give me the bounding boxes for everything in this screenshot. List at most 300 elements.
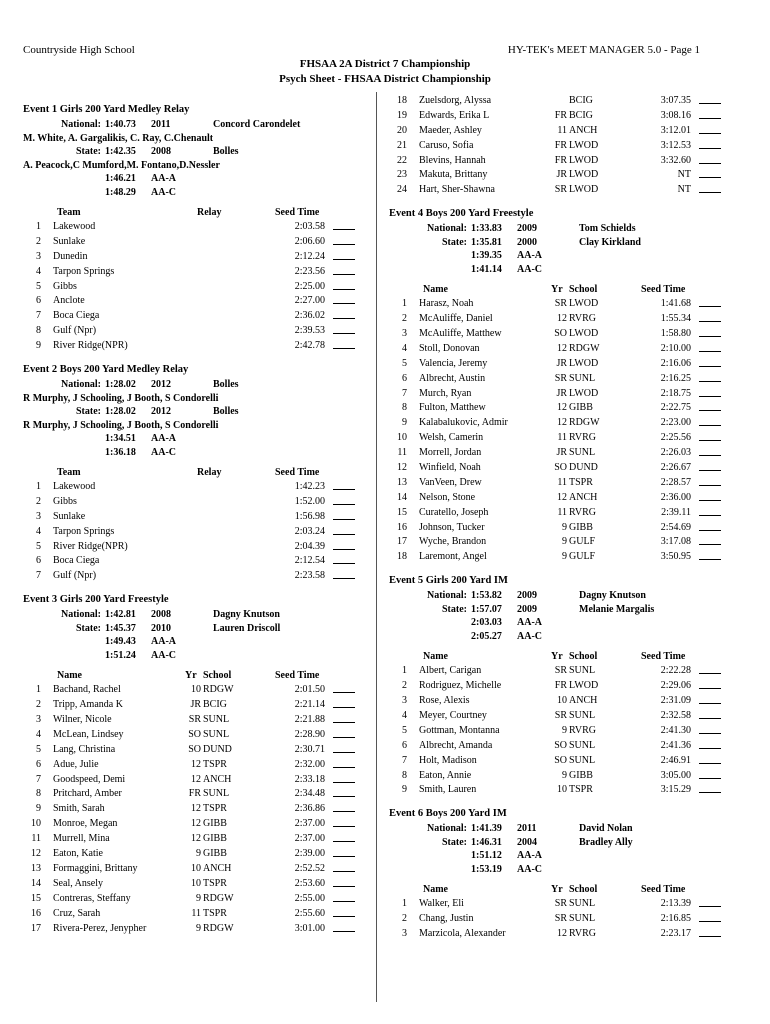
entry-rank: 6 (402, 739, 407, 751)
column-headers (23, 668, 373, 683)
entry-row (23, 907, 373, 922)
entry-row (389, 183, 739, 198)
final-time-blank (699, 550, 721, 560)
entry-seed-time: 2:23.58 (294, 570, 325, 582)
entry-row (23, 294, 373, 309)
record-year: AA-C (517, 630, 542, 642)
entry-school: LWOD (569, 680, 599, 692)
entry-row (23, 773, 373, 788)
entry-year: 9 (196, 892, 201, 904)
record-row (389, 249, 739, 263)
record-year: 2011 (517, 823, 537, 835)
record-year: 2008 (151, 146, 171, 157)
record-holders: A. Peacock,C Mumford,M. Fontano,D.Nessler (23, 159, 220, 171)
record-row (23, 635, 373, 649)
record-row (389, 263, 739, 277)
entry-seed-time: 1:55.34 (660, 313, 691, 325)
entry-name: Lakewood (53, 481, 96, 493)
entry-name: Fulton, Matthew (419, 402, 486, 414)
record-time: 1:41.14 (471, 263, 502, 275)
entry-school: BCIG (569, 109, 593, 121)
entry-seed-time: 2:41.36 (660, 739, 691, 751)
header-seed: Seed Time (641, 651, 686, 663)
entry-row (389, 312, 739, 327)
entry-row (23, 787, 373, 802)
entry-seed-time: 2:36.02 (294, 310, 325, 322)
record-year: 2012 (151, 406, 171, 418)
entry-school: SUNL (569, 913, 596, 925)
entry-rank: 1 (36, 481, 41, 493)
entry-rank: 23 (397, 169, 407, 181)
entry-name: Gottman, Montanna (419, 724, 500, 736)
entry-rank: 17 (397, 536, 407, 548)
final-time-blank (699, 387, 721, 397)
entry-seed-time: 2:33.18 (294, 773, 325, 785)
final-time-blank (699, 476, 721, 486)
record-year: AA-A (151, 173, 176, 184)
entry-name: River Ridge(NPR) (53, 540, 128, 552)
entry-seed-time: 2:29.06 (660, 680, 691, 692)
entry-year: 9 (562, 551, 567, 563)
entry-school: TSPR (203, 907, 227, 919)
entry-year: 12 (557, 313, 567, 325)
event-title: Event 2 Boys 200 Yard Medley Relay (23, 364, 189, 376)
entry-name: Johnson, Tucker (419, 521, 485, 533)
entry-year: FR (554, 154, 567, 166)
entry-year: 9 (562, 521, 567, 533)
entry-seed-time: 3:12.01 (660, 124, 691, 136)
entry-name: Gulf (Npr) (53, 570, 97, 582)
entry-row (389, 342, 739, 357)
entry-school: LWOD (569, 154, 599, 166)
entry-seed-time: 2:18.75 (660, 387, 691, 399)
final-time-blank (333, 877, 355, 887)
record-row (23, 649, 373, 663)
entry-row (23, 922, 373, 937)
entry-school: GIBB (203, 848, 227, 860)
entry-rank: 1 (402, 898, 407, 910)
final-time-blank (699, 431, 721, 441)
entry-name: Blevins, Hannah (419, 154, 486, 166)
final-time-blank (699, 124, 721, 134)
entry-year: 9 (562, 769, 567, 781)
entry-rank: 9 (36, 340, 41, 352)
record-label: State: (76, 406, 101, 418)
record-row (23, 172, 373, 186)
final-time-blank (333, 265, 355, 275)
header-relay: Relay (197, 467, 222, 479)
entry-row (23, 862, 373, 877)
entry-seed-time: 2:39.11 (661, 506, 691, 518)
school-name: Countryside High School (23, 44, 135, 56)
entry-year: 11 (557, 432, 567, 444)
record-time: 1:41.39 (471, 823, 502, 835)
entry-name: Caruso, Sofia (419, 139, 474, 151)
record-year: AA-A (517, 617, 542, 629)
header-seed: Seed Time (275, 207, 320, 218)
record-year: AA-A (151, 636, 176, 648)
entry-rank: 16 (31, 907, 41, 919)
entry-seed-time: 2:16.25 (660, 372, 691, 384)
final-time-blank (699, 401, 721, 411)
record-row (389, 589, 739, 603)
final-time-blank (699, 446, 721, 456)
final-time-blank (699, 664, 721, 674)
entry-rank: 9 (36, 803, 41, 815)
record-time: 1:42.81 (105, 609, 136, 621)
entry-row (23, 309, 373, 324)
entry-name: Murrell, Mina (53, 833, 110, 845)
final-time-blank (699, 521, 721, 531)
header-seed: Seed Time (641, 884, 686, 896)
final-time-blank (699, 783, 721, 793)
record-row (23, 145, 373, 159)
entry-name: Albrecht, Austin (419, 372, 486, 384)
entry-year: JR (556, 169, 567, 181)
record-row (389, 863, 739, 877)
entry-rank: 6 (36, 758, 41, 770)
record-time: 1:45.37 (105, 622, 136, 634)
entry-year: SR (554, 913, 567, 925)
entry-name: Valencia, Jeremy (419, 357, 488, 369)
entry-rank: 5 (402, 357, 407, 369)
header-school: School (569, 651, 598, 663)
record-holders: R Murphy, J Schooling, J Booth, S Condorelli (23, 419, 219, 431)
entry-rank: 5 (402, 724, 407, 736)
entry-school: TSPR (569, 784, 593, 796)
entry-name: McAuliffe, Matthew (419, 328, 502, 340)
entry-school: ANCH (203, 773, 232, 785)
final-time-blank (333, 309, 355, 319)
entry-year: FR (188, 788, 201, 800)
entry-school: LWOD (569, 328, 599, 340)
entry-name: Stoll, Donovan (419, 342, 480, 354)
entry-school: RVRG (569, 313, 596, 325)
entry-row (389, 297, 739, 312)
record-label: State: (76, 146, 101, 157)
entry-school: GIBB (203, 833, 227, 845)
entry-year: 12 (557, 491, 567, 503)
entry-school: SUNL (569, 447, 596, 459)
entry-seed-time: 2:28.57 (660, 476, 691, 488)
entry-year: SO (554, 328, 567, 340)
entry-row (389, 739, 739, 754)
entry-seed-time: 2:32.58 (660, 709, 691, 721)
final-time-blank (699, 724, 721, 734)
entry-name: Meyer, Courtney (419, 709, 487, 721)
record-year: AA-C (151, 649, 176, 661)
entry-school: LWOD (569, 184, 599, 196)
final-time-blank (699, 94, 721, 104)
entry-row (389, 709, 739, 724)
entry-name: McLean, Lindsey (53, 728, 124, 740)
column-headers (23, 205, 373, 220)
entry-rank: 1 (402, 665, 407, 677)
entry-school: TSPR (203, 877, 227, 889)
entry-seed-time: 2:36.86 (294, 803, 325, 815)
entry-row (389, 461, 739, 476)
entry-year: 11 (557, 476, 567, 488)
final-time-blank (333, 510, 355, 520)
record-row (389, 822, 739, 836)
entry-seed-time: 2:30.71 (294, 743, 325, 755)
record-year: AA-A (517, 250, 542, 262)
event-title: Event 4 Boys 200 Yard Freestyle (389, 208, 534, 220)
entry-rank: 17 (31, 922, 41, 934)
entry-seed-time: 3:50.95 (660, 551, 691, 563)
entry-rank: 1 (402, 298, 407, 310)
entry-row (23, 324, 373, 339)
entry-seed-time: 2:01.50 (294, 684, 325, 696)
entry-row (23, 847, 373, 862)
final-time-blank (699, 183, 721, 193)
record-row (389, 616, 739, 630)
entry-rank: 2 (36, 495, 41, 507)
record-time: 1:40.73 (105, 119, 136, 130)
final-time-blank (333, 892, 355, 902)
entry-row (23, 758, 373, 773)
record-row (389, 236, 739, 250)
entry-year: FR (554, 139, 567, 151)
record-label: National: (427, 823, 467, 835)
entry-name: Murch, Ryan (419, 387, 472, 399)
entry-school: RVRG (569, 432, 596, 444)
final-time-blank (333, 758, 355, 768)
entry-school: GIBB (569, 402, 593, 414)
record-time: 1:48.29 (105, 186, 136, 198)
entry-row (389, 387, 739, 402)
entry-name: Sunlake (53, 235, 86, 247)
entry-row (23, 743, 373, 758)
entry-school: RDGW (203, 892, 234, 904)
entry-row (23, 698, 373, 713)
entry-name: Curatello, Joseph (419, 506, 489, 518)
entry-rank: 8 (36, 325, 41, 337)
entry-row (389, 664, 739, 679)
record-holder: Lauren Driscoll (213, 622, 281, 634)
final-time-blank (333, 220, 355, 230)
entry-year: SO (554, 739, 567, 751)
entry-rank: 22 (397, 154, 407, 166)
entry-row (23, 802, 373, 817)
entry-rank: 12 (397, 462, 407, 474)
entry-rank: 7 (402, 387, 407, 399)
entry-name: Sunlake (53, 510, 86, 522)
entry-school: GULF (569, 536, 596, 548)
entry-school: TSPR (203, 758, 227, 770)
entry-school: TSPR (569, 476, 593, 488)
record-label: National: (61, 609, 101, 621)
final-time-blank (699, 109, 721, 119)
entry-seed-time: 2:36.00 (660, 491, 691, 503)
entry-school: DUND (203, 743, 232, 755)
final-time-blank (699, 154, 721, 164)
record-row (23, 378, 373, 392)
entry-row (23, 683, 373, 698)
header-school: School (569, 284, 598, 296)
entry-year: JR (556, 387, 567, 399)
entry-seed-time: 1:41.68 (660, 298, 691, 310)
header-yr: Yr (551, 284, 563, 296)
entry-year: 9 (562, 724, 567, 736)
record-label: National: (427, 590, 467, 602)
entry-year: 9 (196, 922, 201, 934)
record-year: 2004 (517, 836, 537, 848)
entry-row (389, 109, 739, 124)
record-holder: Concord Carondelet (213, 119, 301, 130)
entry-year: SR (554, 709, 567, 721)
entry-seed-time: 2:21.88 (294, 714, 325, 726)
entry-row (389, 535, 739, 550)
entry-row (389, 679, 739, 694)
entry-rank: 4 (36, 525, 41, 537)
entry-seed-time: 2:03.24 (294, 525, 325, 537)
event-title: Event 6 Boys 200 Yard IM (389, 808, 507, 820)
final-time-blank (333, 832, 355, 842)
header-school: School (203, 670, 232, 682)
entry-year: SO (188, 728, 201, 740)
header-relay: Relay (197, 207, 222, 218)
entry-rank: 14 (31, 877, 41, 889)
final-time-blank (699, 739, 721, 749)
entry-name: Rose, Alexis (419, 695, 470, 707)
final-time-blank (699, 679, 721, 689)
left-column (23, 94, 373, 936)
final-time-blank (333, 802, 355, 812)
record-time: 1:51.24 (105, 649, 136, 661)
record-year: 2010 (151, 622, 171, 634)
final-time-blank (333, 540, 355, 550)
final-time-blank (699, 897, 721, 907)
entry-seed-time: 2:55.60 (294, 907, 325, 919)
header-name: Team (57, 207, 81, 218)
entry-seed-time: 2:39.00 (294, 848, 325, 860)
entry-school: BCIG (569, 95, 593, 106)
header-name: Name (423, 284, 448, 296)
entry-year: FR (554, 680, 567, 692)
record-time: 1:46.31 (471, 836, 502, 848)
entry-rank: 8 (36, 788, 41, 800)
entry-seed-time: 2:22.28 (660, 665, 691, 677)
entry-rank: 7 (36, 773, 41, 785)
record-row (23, 432, 373, 446)
entry-row (389, 897, 739, 912)
entry-seed-time: 2:10.00 (660, 342, 691, 354)
record-holder: Dagny Knutson (213, 609, 280, 621)
entry-row (389, 783, 739, 798)
header-school: School (569, 884, 598, 896)
entry-seed-time: 2:23.17 (660, 928, 691, 940)
entry-seed-time: 2:23.56 (294, 265, 325, 277)
column-headers (23, 465, 373, 480)
entry-seed-time: 2:53.60 (294, 877, 325, 889)
entry-year: 12 (191, 773, 201, 785)
entry-name: Smith, Sarah (53, 803, 105, 815)
entry-seed-time: 2:41.30 (660, 724, 691, 736)
entry-year: 12 (557, 402, 567, 414)
final-time-blank (333, 324, 355, 334)
record-year: 2011 (151, 119, 171, 130)
entry-rank: 11 (397, 447, 407, 459)
header-seed: Seed Time (275, 467, 320, 479)
entry-rank: 13 (31, 862, 41, 874)
record-label: National: (61, 119, 101, 130)
entry-school: SUNL (569, 739, 596, 751)
entry-year: 12 (191, 833, 201, 845)
entry-row (389, 154, 739, 169)
entry-rank: 11 (31, 833, 41, 845)
entry-rank: 4 (36, 265, 41, 277)
record-row (389, 222, 739, 236)
final-time-blank (333, 495, 355, 505)
record-year: AA-C (517, 263, 542, 275)
record-holders: M. White, A. Gargalikis, C. Ray, C.Chenault (23, 132, 214, 144)
entry-seed-time: 3:12.53 (660, 139, 691, 151)
entry-row (389, 139, 739, 154)
entry-row (389, 506, 739, 521)
entry-name: Lakewood (53, 221, 96, 232)
entry-row (23, 892, 373, 907)
entry-year: 12 (557, 342, 567, 354)
entry-school: ANCH (203, 862, 232, 874)
entry-rank: 18 (397, 551, 407, 563)
record-time: 1:51.12 (471, 850, 502, 862)
header-yr: Yr (185, 670, 197, 682)
final-time-blank (699, 312, 721, 322)
entry-rank: 2 (36, 235, 41, 247)
entry-row (389, 476, 739, 491)
entry-rank: 24 (397, 184, 407, 196)
entry-rank: 14 (397, 491, 407, 503)
entry-rank: 4 (36, 728, 41, 740)
entry-rank: 1 (36, 684, 41, 696)
entry-year: 9 (196, 848, 201, 860)
entry-row (389, 416, 739, 431)
entry-year: 11 (557, 124, 567, 136)
entry-school: GULF (569, 551, 596, 563)
entry-name: Adue, Julie (53, 758, 99, 770)
entry-row (23, 832, 373, 847)
entry-row (389, 327, 739, 342)
entry-name: Monroe, Megan (53, 818, 118, 830)
entry-name: Gibbs (53, 280, 77, 292)
final-time-blank (333, 773, 355, 783)
entry-seed-time: 2:37.00 (294, 833, 325, 845)
entry-year: SR (554, 372, 567, 384)
entry-rank: 2 (36, 699, 41, 711)
record-year: 2009 (517, 603, 537, 615)
header-yr: Yr (551, 884, 563, 896)
final-time-blank (699, 694, 721, 704)
entry-name: Formaggini, Brittany (53, 862, 138, 874)
column-headers (389, 282, 739, 297)
final-time-blank (333, 743, 355, 753)
record-time: 2:05.27 (471, 630, 502, 642)
entry-name: Bachand, Rachel (53, 684, 121, 696)
record-holder: Bolles (213, 406, 239, 418)
entry-row (389, 927, 739, 942)
entry-school: ANCH (569, 491, 598, 503)
record-time: 1:53.19 (471, 863, 502, 875)
entry-row (389, 401, 739, 416)
entry-school: SUNL (569, 709, 596, 721)
entry-name: Goodspeed, Demi (53, 773, 126, 785)
record-year: AA-A (517, 850, 542, 862)
entry-rank: 16 (397, 521, 407, 533)
entry-school: GIBB (569, 769, 593, 781)
entry-seed-time: 1:42.23 (294, 481, 325, 493)
entry-rank: 7 (36, 570, 41, 582)
